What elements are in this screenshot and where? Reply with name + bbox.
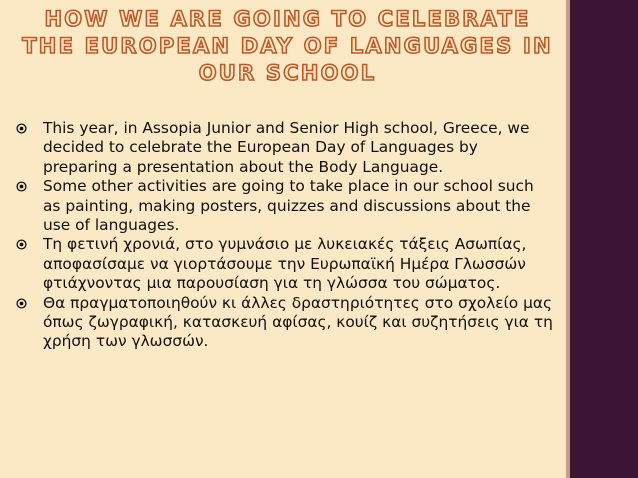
bullet-list	[14, 119, 554, 352]
bullet-item	[14, 177, 554, 235]
bullet-text: Some other activities are going to take place in our school such as painting, making posters, quizzes and discussions about the use of languages.	[43, 177, 534, 235]
bullet-item	[14, 294, 554, 352]
decorative-sidebar	[566, 0, 638, 478]
sidebar-border	[566, 0, 570, 478]
slide-title: HOW WE ARE GOING TO CELEBRATE THE EUROPEAN DAY OF LANGUAGES IN OUR SCHOOL	[22, 7, 553, 85]
bullet-text: This year, in Assopia Junior and Senior High school, Greece, we decided to celebrate the European Day of Languages by preparing a presentation about the Body Language.	[43, 119, 530, 176]
target-bullet-icon	[16, 239, 27, 250]
bullet-item	[14, 235, 554, 293]
target-bullet-icon	[16, 123, 27, 134]
bullet-text: Θα πραγματοποιηθούν κι άλλες δραστηριότητες στο σχολείο μας όπως ζωγραφική, κατασκευή αφίσας, κουίζ και συζητήσεις για τη χρήση των γλωσσών.	[43, 293, 553, 351]
bullet-item	[14, 119, 554, 177]
target-bullet-icon	[16, 181, 27, 192]
target-bullet-icon	[16, 298, 27, 309]
bullet-text: Τη φετινή χρονιά, στο γυμνάσιο με λυκειακές τάξεις Ασωπίας, αποφασίσαμε να γιορτάσουμε την Ευρωπαϊκή Ημέρα Γλωσσών φτιάχνοντας μια παρουσίαση για τη γλώσσα του σώματος.	[43, 235, 527, 293]
